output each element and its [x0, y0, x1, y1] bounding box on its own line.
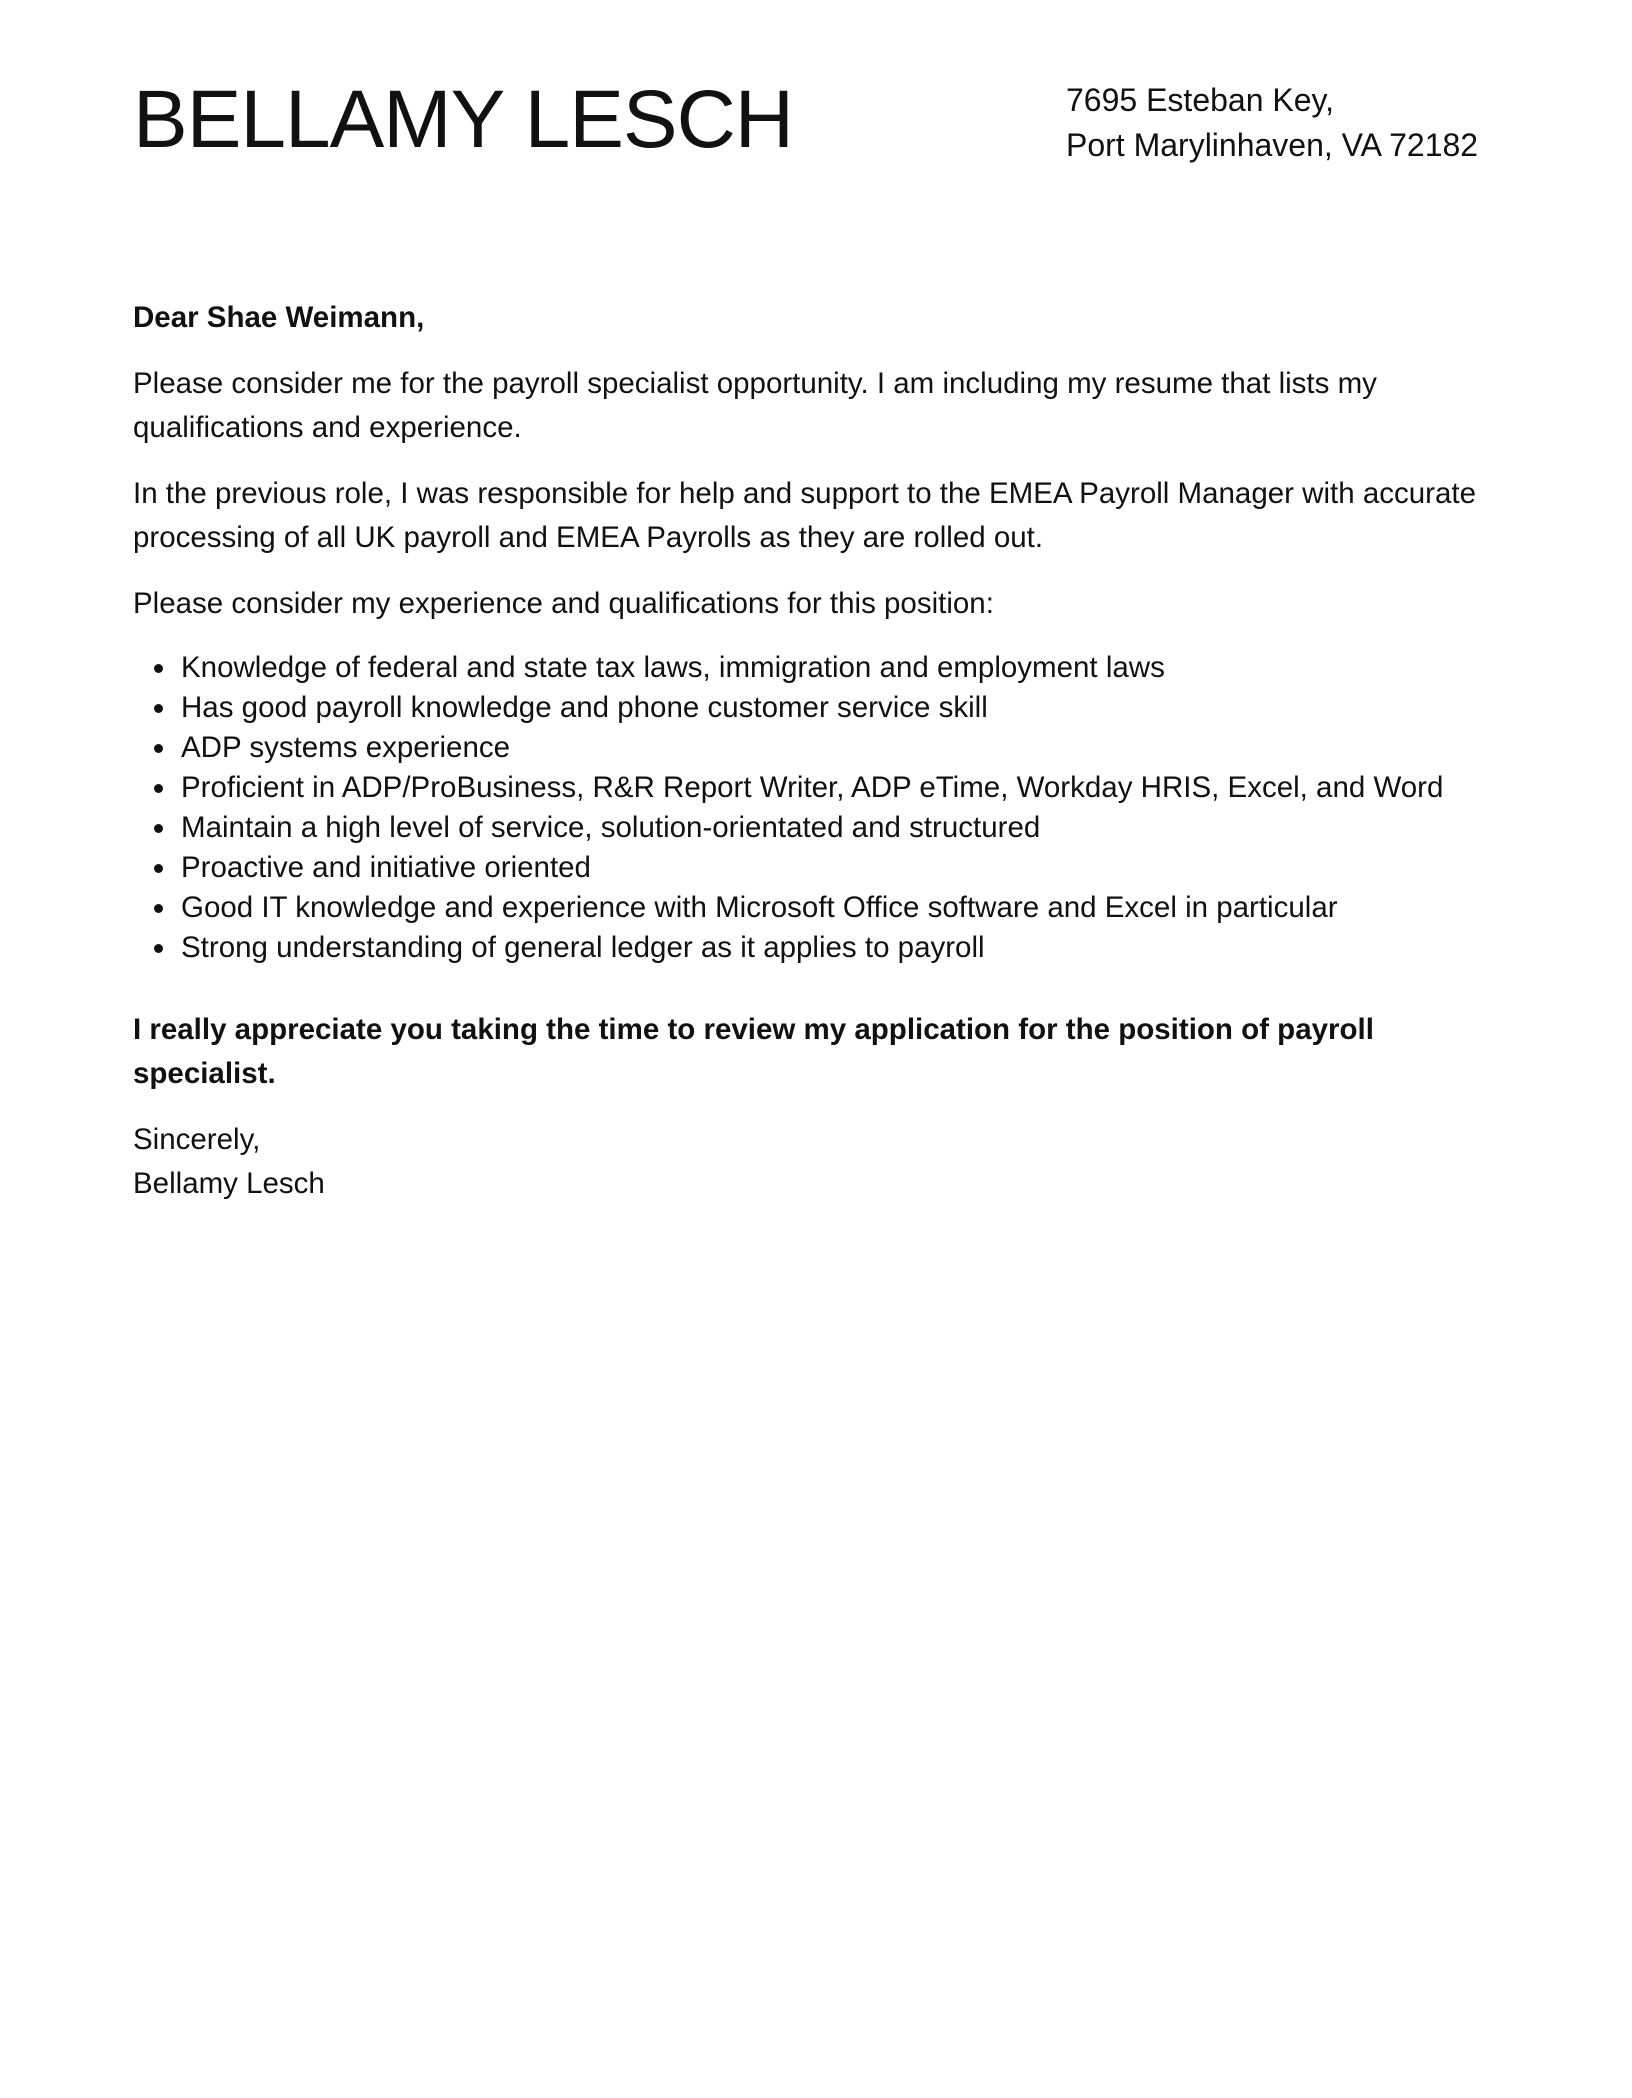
skill-item: Good IT knowledge and experience with Microsoft Office software and Excel in particular — [181, 888, 1513, 928]
signoff-block — [133, 1118, 1513, 1206]
address-line-city: Port Marylinhaven, VA 72182 — [1066, 127, 1479, 163]
qualifications-intro: Please consider my experience and qualifications for this position: — [133, 587, 994, 620]
applicant-name: BELLAMY LESCH — [133, 74, 794, 165]
salutation: Dear Shae Weimann, — [133, 301, 425, 334]
signature-name: Bellamy Lesch — [133, 1167, 325, 1200]
address-line-street: 7695 Esteban Key, — [1066, 82, 1335, 118]
applicant-address — [1066, 78, 1478, 168]
skill-item: Knowledge of federal and state tax laws, immigration and employment laws — [181, 648, 1513, 688]
experience-paragraph: In the previous role, I was responsible for help and support to the EMEA Payroll Manager with accurate processing of all UK payroll and EMEA Payrolls as they are rolled out. — [133, 477, 1476, 554]
skills-list — [133, 648, 1513, 968]
signoff: Sincerely, — [133, 1123, 261, 1156]
skill-item: Maintain a high level of service, solution-orientated and structured — [181, 808, 1513, 848]
skill-item: Proactive and initiative oriented — [181, 848, 1513, 888]
skill-item: Proficient in ADP/ProBusiness, R&R Report Writer, ADP eTime, Workday HRIS, Excel, and Word — [181, 768, 1513, 808]
letter-body — [133, 296, 1513, 1206]
closing-paragraph: I really appreciate you taking the time to review my application for the position of payroll specialist. — [133, 1013, 1374, 1090]
skill-item: ADP systems experience — [181, 728, 1513, 768]
intro-paragraph: Please consider me for the payroll specialist opportunity. I am including my resume that lists my qualifications and experience. — [133, 367, 1377, 444]
skill-item: Has good payroll knowledge and phone customer service skill — [181, 688, 1513, 728]
skill-item: Strong understanding of general ledger as it applies to payroll — [181, 928, 1513, 968]
